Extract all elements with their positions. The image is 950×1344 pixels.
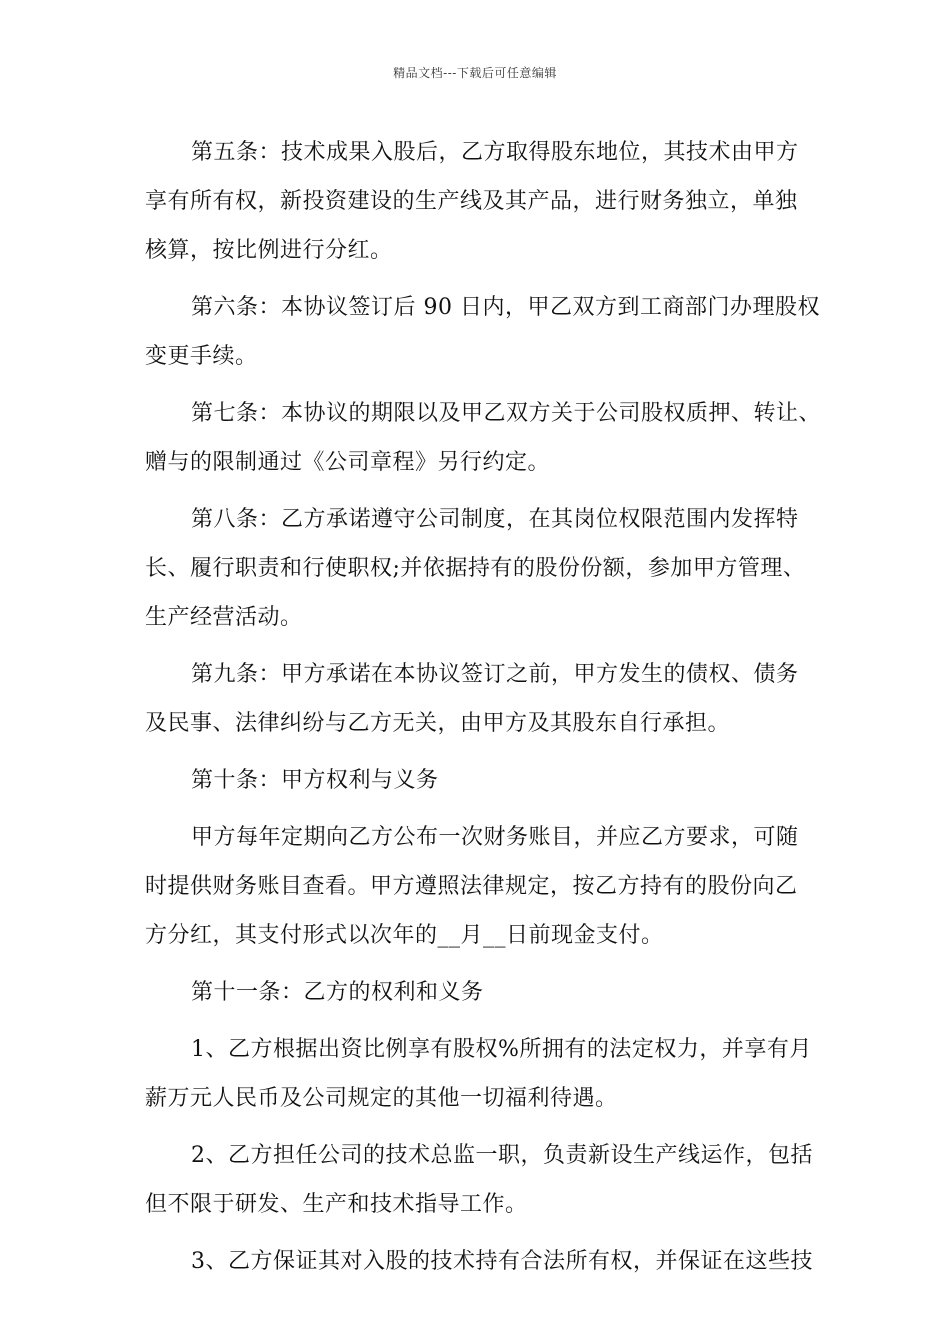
article-10-heading [145,756,810,805]
text-line: 第五条：技术成果入股后，乙方取得股东地位，其技术由甲方 [191,140,799,165]
article-6 [145,283,820,381]
text-line: 及民事、法律纠纷与乙方无关，由甲方及其股东自行承担。 [145,711,731,736]
text-line: 生产经营活动。 [145,605,303,630]
text-line: 核算，按比例进行分红。 [145,238,393,263]
text-line: 第六条：本协议签订后 90 日内，甲乙双方到工商部门办理股权 [191,295,820,320]
text-line: 赠与的限制通过《公司章程》另行约定。 [145,450,551,475]
text-line: 方分红，其支付形式以次年的__月__日前现金支付。 [145,923,664,948]
text-line: 2、乙方担任公司的技术总监一职，负责新设生产线运作，包括 [191,1143,813,1168]
text-line: 变更手续。 [145,344,258,369]
article-11-item-3 [145,1237,813,1286]
text-line: 1、乙方根据出资比例享有股权%所拥有的法定权力，并享有月 [191,1037,812,1062]
text-line: 3、乙方保证其对入股的技术持有合法所有权，并保证在这些技 [191,1249,813,1274]
article-11-item-1 [145,1025,810,1123]
text-line: 甲方每年定期向乙方公布一次财务账目，并应乙方要求，可随 [191,825,799,850]
text-line: 时提供财务账目查看。甲方遵照法律规定，按乙方持有的股份向乙 [145,874,798,899]
article-5 [145,128,810,275]
text-line: 第十条：甲方权利与义务 [191,768,439,793]
article-11-item-2 [145,1131,813,1229]
article-7 [145,389,822,487]
text-line: 第十一条：乙方的权利和义务 [191,980,484,1005]
article-11-heading [145,968,810,1017]
text-line: 第九条：甲方承诺在本协议签订之前，甲方发生的债权、债务 [191,662,799,687]
article-9 [145,650,810,748]
text-line: 第八条：乙方承诺遵守公司制度，在其岗位权限范围内发挥特 [191,507,799,532]
document-body [145,128,822,1294]
page-header: 精品文档---下载后可任意编辑 [393,66,557,80]
text-line: 第七条：本协议的期限以及甲乙双方关于公司股权质押、转让、 [191,401,822,426]
article-10-body [145,813,810,960]
article-8 [145,495,810,642]
text-line: 薪万元人民币及公司规定的其他一切福利待遇。 [145,1086,618,1111]
text-line: 享有所有权，新投资建设的生产线及其产品，进行财务独立，单独 [145,189,798,214]
text-line: 但不限于研发、生产和技术指导工作。 [145,1192,528,1217]
text-line: 长、履行职责和行使职权;并依据持有的股份份额，参加甲方管理、 [145,556,806,581]
